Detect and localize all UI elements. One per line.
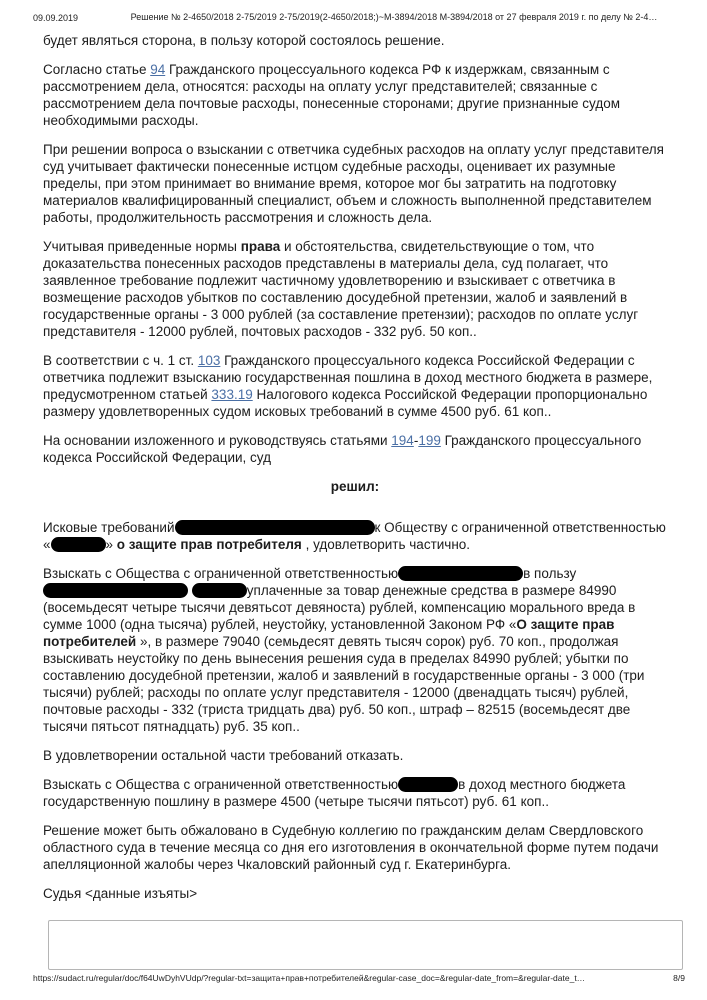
redaction-bar xyxy=(398,566,523,581)
judge-line: Судья <данные изъяты> xyxy=(43,886,198,901)
representative-costs-paragraph: При решении вопроса о взыскании с ответчика судебных расходов на оплату услуг представителя суд учитывает фактически понесенные истцом судебные расходы, оценивает их разумные пределы, при этом принимает во внимание время, которое мог бы затратить на подготовку материалов квалифицированный специалист, объем и сложность выполненной представителем работы, продолжительность рассмотрения и сложность дела. xyxy=(43,142,664,225)
redaction-bar xyxy=(192,583,247,598)
page-number: 8/9 xyxy=(673,973,685,983)
budget-duty-paragraph: Взыскать с Общества с ограниченной ответственностью в доход местного бюджета государственную пошлину в размере 4500 (четыре тысячи пятьсот) руб. 61 коп.. xyxy=(43,777,626,809)
print-header xyxy=(33,12,685,22)
redaction-bar xyxy=(51,537,106,552)
bold-text: О защите прав потребителей xyxy=(43,617,615,649)
bold-text: о защите прав потребителя xyxy=(116,537,302,552)
appeal-paragraph: Решение может быть обжаловано в Судебную коллегию по гражданским делам Свердловского областного суда в течение месяца со дня его изготовления в окончательной форме путем подачи апелляционной жалобы через Чкаловский районный суд г. Екатеринбурга. xyxy=(43,823,659,872)
article-link-333.19[interactable]: 333.19 xyxy=(211,387,253,402)
source-url: https://sudact.ru/regular/doc/f64UwDyhVUdp/?regular-txt=защита+прав+потребителей&regular-case_doc=&regular-date_from=&regular-date_t… xyxy=(33,973,586,983)
redaction-bar xyxy=(43,583,188,598)
guided-by-articles-paragraph: На основании изложенного и руководствуясь статьями 194-199 Гражданского процессуального кодекса Российской Федерации, суд xyxy=(43,433,642,465)
document-body xyxy=(43,32,667,914)
redaction-bar xyxy=(398,777,458,792)
partial-satisfaction-paragraph: Учитывая приведенные нормы права и обстоятельства, свидетельствующие о том, что доказательства понесенных расходов представлены в материалы дела, суд полагает, что заявленное требование подлежит частичному удовлетворению и взыскивает с ответчика в возмещение расходов убытков по составлению досудебной претензии, жалоб и заявлений в государственные органы - 3 000 рублей (за составление претензии); расходов по оплате услуг представителя - 12000 рублей, почтовых расходов - 332 руб. 50 коп.. xyxy=(43,239,639,339)
recovery-paragraph: Взыскать с Общества с ограниченной ответственностью в пользу уплаченные за товар денежные средства в размере 84990 (восемьдесят четыре тысячи девятьсот девяноста) рублей, компенсацию морального вреда в сумме 1000 (одна тысяча) рублей, неустойку, установленной Законом РФ «О защите прав потребителей », в размере 79040 (семьдесят девять тысяч сорок) руб. 70 коп., продолжая взыскивать неустойку по день вынесения решения суда в пределах 84990 рублей; убытки по составлению досудебной претензии, жалоб и заявлений в государственные органы - 3 000 (три тысячи) рублей; расходы по оплате услуг представителя - 12000 (двенадцать тысяч) рублей, почтовые расходы - 332 (триста тридцать два) руб. 50 коп., штраф – 82515 (восемьдесят две тысячи пятьсот пятнадцать) руб. 35 коп.. xyxy=(43,566,645,734)
article-94-paragraph: Согласно статье 94 Гражданского процессуального кодекса РФ к издержкам, связанным с рассмотрением дела, относятся: расходы на оплату услуг представителей; связанные с рассмотрением дела почтовые расходы, понесенные сторонами; другие признанные судом необходимыми расходы. xyxy=(43,62,621,128)
article-link-194[interactable]: 194 xyxy=(391,433,414,448)
page-title: Решение № 2-4650/2018 2-75/2019 2-75/2019(2-4650/2018;)~М-3894/2018 М-3894/2018 от 27 февраля 2019 г. по делу № 2-4… xyxy=(130,12,658,22)
resolution-heading xyxy=(43,478,667,495)
empty-text-box[interactable] xyxy=(48,920,683,970)
print-footer xyxy=(33,973,685,985)
bold-text: права xyxy=(240,239,281,254)
article-link-199[interactable]: 199 xyxy=(418,433,441,448)
denial-paragraph: В удовлетворении остальной части требований отказать. xyxy=(43,748,404,763)
intro-line: будет являться сторона, в пользу которой состоялось решение. xyxy=(43,33,445,48)
article-link-94[interactable]: 94 xyxy=(150,62,166,77)
claims-paragraph: Исковые требований к Обществу с ограниченной ответственностью « » о защите прав потребителя , удовлетворить частично. xyxy=(43,520,666,552)
state-duty-paragraph: В соответствии с ч. 1 ст. 103 Гражданского процессуального кодекса Российской Федерации с ответчика подлежит взысканию государственная пошлина в доход местного бюджета в размере, предусмотренном статьей 333.19 Налогового кодекса Российской Федерации пропорционально размеру удовлетворенных судом исковых требований в сумме 4500 руб. 61 коп.. xyxy=(43,353,653,419)
redaction-bar xyxy=(175,520,375,535)
bold-text: решил: xyxy=(330,479,380,494)
article-link-103[interactable]: 103 xyxy=(197,353,221,368)
print-date: 09.09.2019 xyxy=(33,13,79,23)
